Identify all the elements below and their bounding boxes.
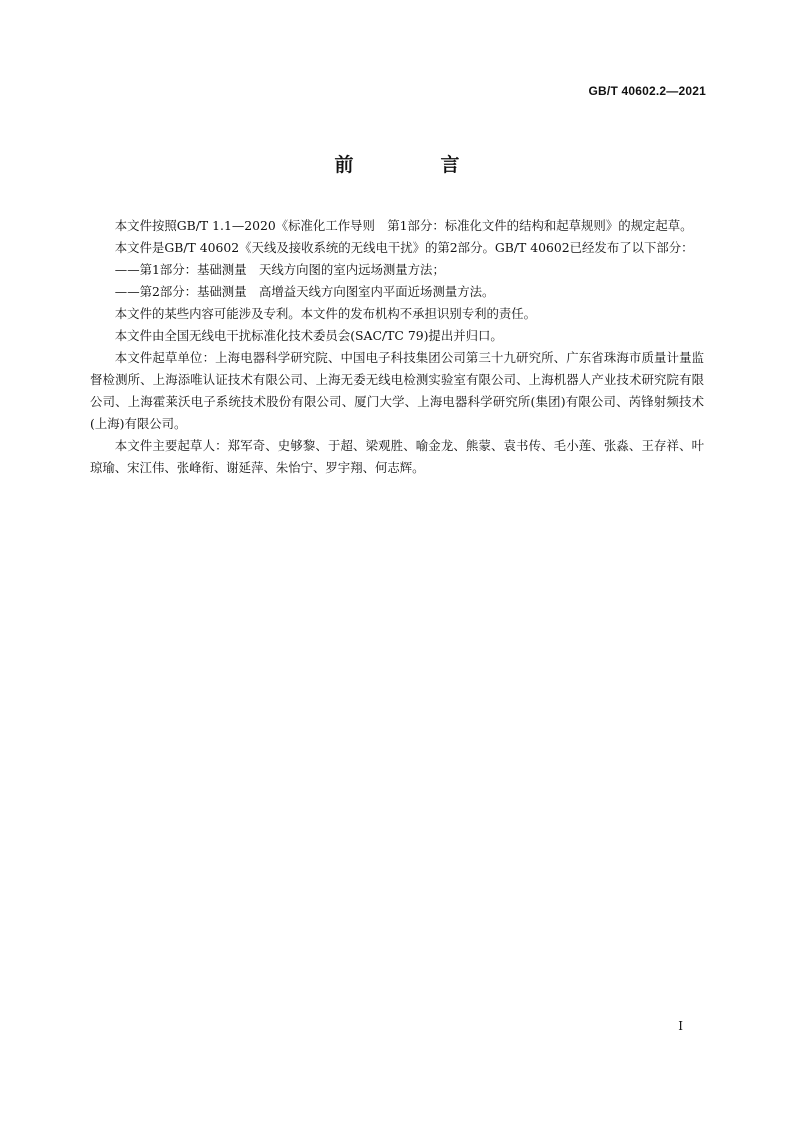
- paragraph-series-intro: 本文件是GB/T 40602《天线及接收系统的无线电干扰》的第2部分。GB/T 40602已经发布了以下部分：: [114, 240, 694, 255]
- page-title: 前 言: [334, 154, 494, 176]
- paragraph-committee: 本文件由全国无线电干扰标准化技术委员会(SAC/TC 79)提出并归口。: [114, 328, 503, 343]
- paragraph-drafters: 本文件主要起草人：郑军奇、史够黎、于超、梁观胜、喻金龙、熊蒙、袁书传、毛小莲、张淼、王存祥、叶琼瑜、宋江伟、张峰衔、谢延萍、朱怡宁、罗宇翔、何志辉。: [90, 438, 704, 475]
- list-item-part-1: ——第1部分：基础测量 天线方向图的室内远场测量方法；: [114, 262, 445, 277]
- page-number: I: [678, 1019, 683, 1033]
- list-item-part-2: ——第2部分：基础测量 高增益天线方向图室内平面近场测量方法。: [114, 284, 495, 299]
- foreword-body: [90, 215, 704, 479]
- paragraph-drafting-rules: 本文件按照GB/T 1.1—2020《标准化工作导则 第1部分：标准化文件的结构和起草规则》的规定起草。: [114, 218, 693, 233]
- paragraph-drafting-units: 本文件起草单位：上海电器科学研究院、中国电子科技集团公司第三十九研究所、广东省珠海市质量计量监督检测所、上海添唯认证技术有限公司、上海无委无线电检测实验室有限公司、上海机器人产业技术研究院有限公司、上海霍莱沃电子系统技术股份有限公司、厦门大学、上海电器科学研究所(集团)有限公司、芮锋射频技术(上海)有限公司。: [90, 350, 704, 431]
- standard-code: GB/T 40602.2—2021: [588, 84, 706, 98]
- paragraph-patent-notice: 本文件的某些内容可能涉及专利。本文件的发布机构不承担识别专利的责任。: [114, 306, 537, 321]
